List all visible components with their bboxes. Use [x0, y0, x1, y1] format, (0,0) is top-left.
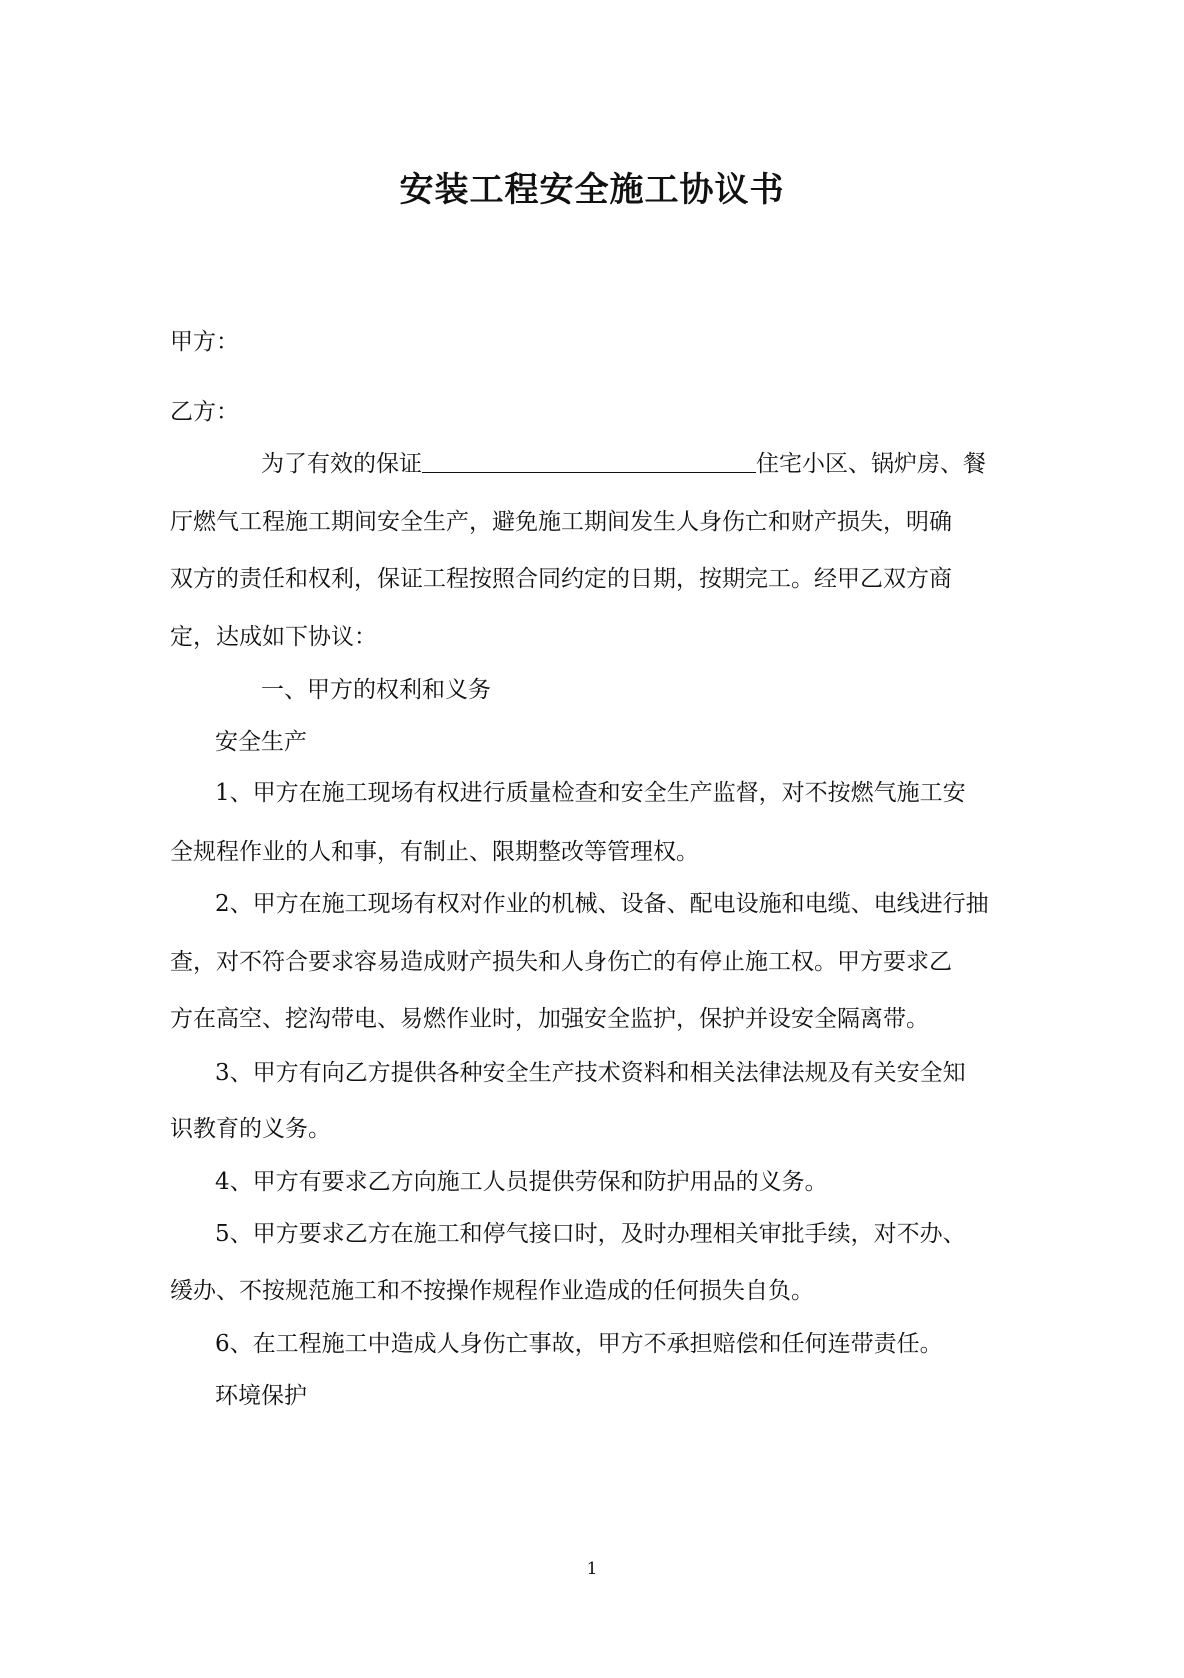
intro-line-1	[261, 448, 986, 480]
clause-1-line-1: 1、甲方在施工现场有权进行质量检查和安全生产监督，对不按燃气施工安	[215, 780, 966, 806]
intro-before-blank: 为了有效的保证	[261, 451, 422, 477]
clause-2-line-3: 方在高空、挖沟带电、易燃作业时，加强安全监护，保护并设安全隔离带。	[170, 1006, 929, 1032]
clause-6-line-1: 6、在工程施工中造成人身伤亡事故，甲方不承担赔偿和任何连带责任。	[215, 1331, 943, 1357]
clause-4-line-1: 4、甲方有要求乙方向施工人员提供劳保和防护用品的义务。	[215, 1169, 828, 1195]
section-heading: 一、甲方的权利和义务	[261, 677, 491, 703]
intro-line-4: 定，达成如下协议：	[170, 624, 377, 650]
intro-line-2: 厅燃气工程施工期间安全生产，避免施工期间发生人身伤亡和财产损失，明确	[170, 509, 952, 535]
party-a-label: 甲方：	[170, 329, 239, 355]
document-title: 安装工程安全施工协议书	[399, 170, 785, 210]
clause-2-line-2: 查，对不符合要求容易造成财产损失和人身伤亡的有停止施工权。甲方要求乙	[170, 949, 952, 975]
clause-2-line-1: 2、甲方在施工现场有权对作业的机械、设备、配电设施和电缆、电线进行抽	[215, 891, 989, 917]
subsection-heading-safety: 安全生产	[215, 729, 307, 755]
intro-line-3: 双方的责任和权利，保证工程按照合同约定的日期，按期完工。经甲乙双方商	[170, 566, 952, 592]
clause-5-line-2: 缓办、不按规范施工和不按操作规程作业造成的任何损失自负。	[170, 1278, 814, 1304]
intro-after-blank: 住宅小区、锅炉房、餐	[756, 451, 986, 477]
clause-3-line-2: 识教育的义务。	[170, 1116, 331, 1142]
clause-3-line-1: 3、甲方有向乙方提供各种安全生产技术资料和相关法律法规及有关安全知	[215, 1060, 966, 1086]
subsection-heading-environment: 环境保护	[215, 1383, 307, 1409]
clause-5-line-1: 5、甲方要求乙方在施工和停气接口时，及时办理相关审批手续，对不办、	[215, 1221, 966, 1247]
party-b-label: 乙方：	[170, 399, 239, 425]
page-number: 1	[586, 1559, 598, 1579]
project-name-blank	[422, 450, 756, 473]
clause-1-line-2: 全规程作业的人和事，有制止、限期整改等管理权。	[170, 839, 699, 865]
